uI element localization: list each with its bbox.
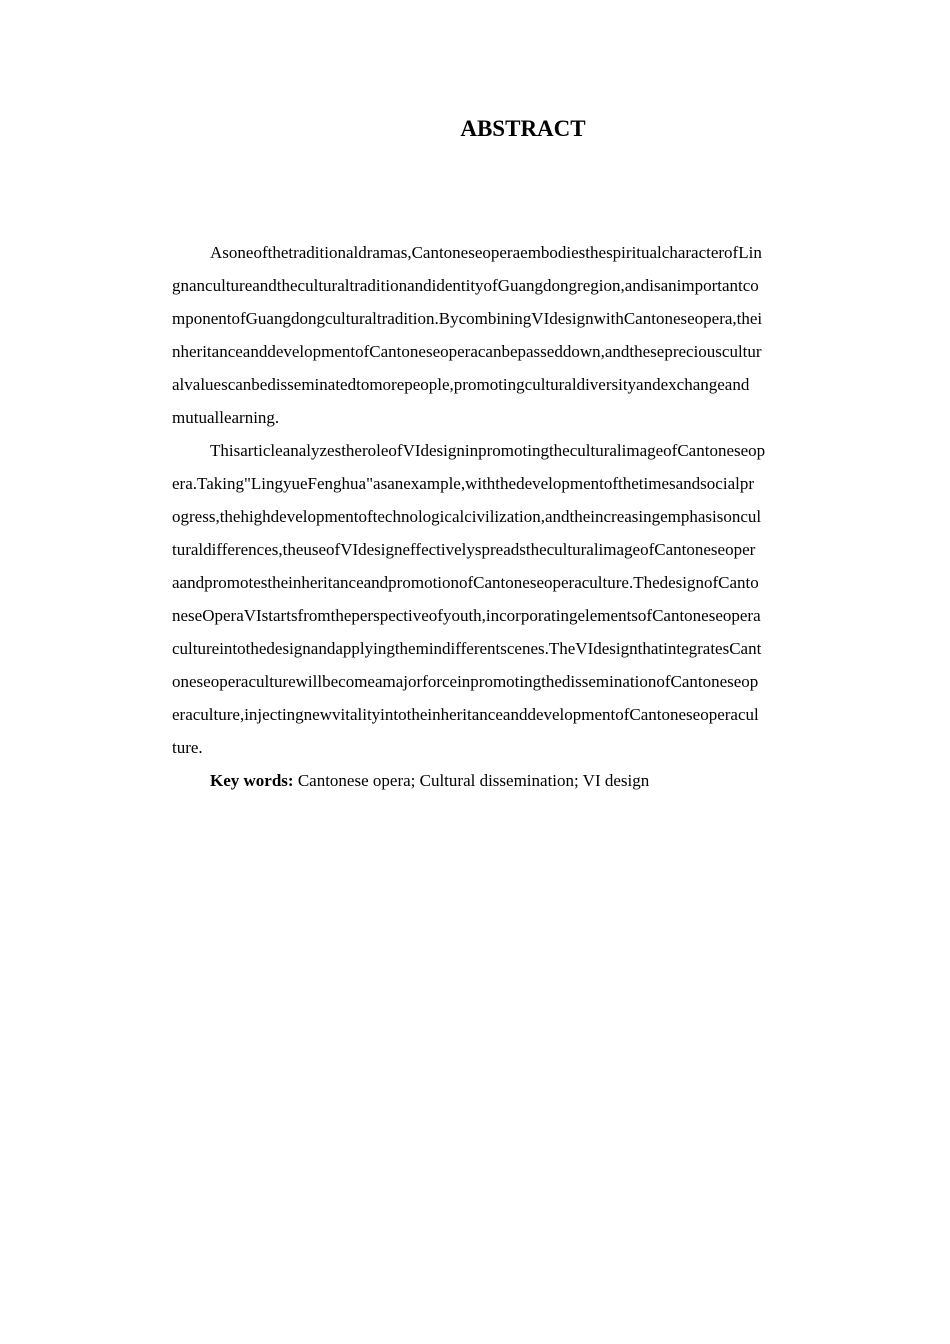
text-line: cultureintothedesignandapplyingthemindifferentscenes.TheVIdesignthatintegratesCant (172, 639, 762, 658)
text-line: Asoneofthetraditionaldramas,CantoneseoperaembodiesthespiritualcharacterofLin (210, 243, 762, 262)
text-line: ture. (172, 738, 203, 757)
text-line: era.Taking"LingyueFenghua"asanexample,withthedevelopmentofthetimesandsocialpr (172, 474, 755, 493)
text-line: nheritanceanddevelopmentofCantoneseoperacanbepasseddown,andthesepreciouscultur (172, 342, 762, 361)
paragraph-2 (172, 434, 838, 764)
paragraph-1 (172, 236, 838, 434)
keywords-line (172, 764, 838, 797)
keywords-label: Key words: (210, 771, 294, 790)
text-line: mutuallearning. (172, 408, 280, 427)
text-line: aandpromotestheinheritanceandpromotionofCantoneseoperaculture.ThedesignofCanto (172, 573, 759, 592)
text-line: oneseoperaculturewillbecomeamajorforceinpromotingthedisseminationofCantoneseop (172, 672, 759, 691)
abstract-title: ABSTRACT (460, 116, 586, 141)
text-line: eraculture,injectingnewvitalityintotheinheritanceanddevelopmentofCantoneseoperacul (172, 705, 759, 724)
text-line: ogress,thehighdevelopmentoftechnologicalcivilization,andtheincreasingemphasisoncul (172, 507, 762, 526)
text-line: gnancultureandtheculturaltraditionandidentityofGuangdongregion,andisanimportantco (172, 276, 759, 295)
abstract-body (172, 236, 838, 797)
text-line: neseOperaVIstartsfromtheperspectiveofyouth,incorporatingelementsofCantoneseopera (172, 606, 761, 625)
keywords-text: Cantonese opera; Cultural dissemination; VI design (293, 771, 650, 790)
text-line: turaldifferences,theuseofVIdesigneffectivelyspreadstheculturalimageofCantoneseoper (172, 540, 756, 559)
text-line: mponentofGuangdongculturaltradition.BycombiningVIdesignwithCantoneseopera,thei (172, 309, 763, 328)
text-line: alvaluescanbedisseminatedtomorepeople,promotingculturaldiversityandexchangeand (172, 375, 750, 394)
text-line: ThisarticleanalyzestheroleofVIdesigninpromotingtheculturalimageofCantoneseop (210, 441, 766, 460)
